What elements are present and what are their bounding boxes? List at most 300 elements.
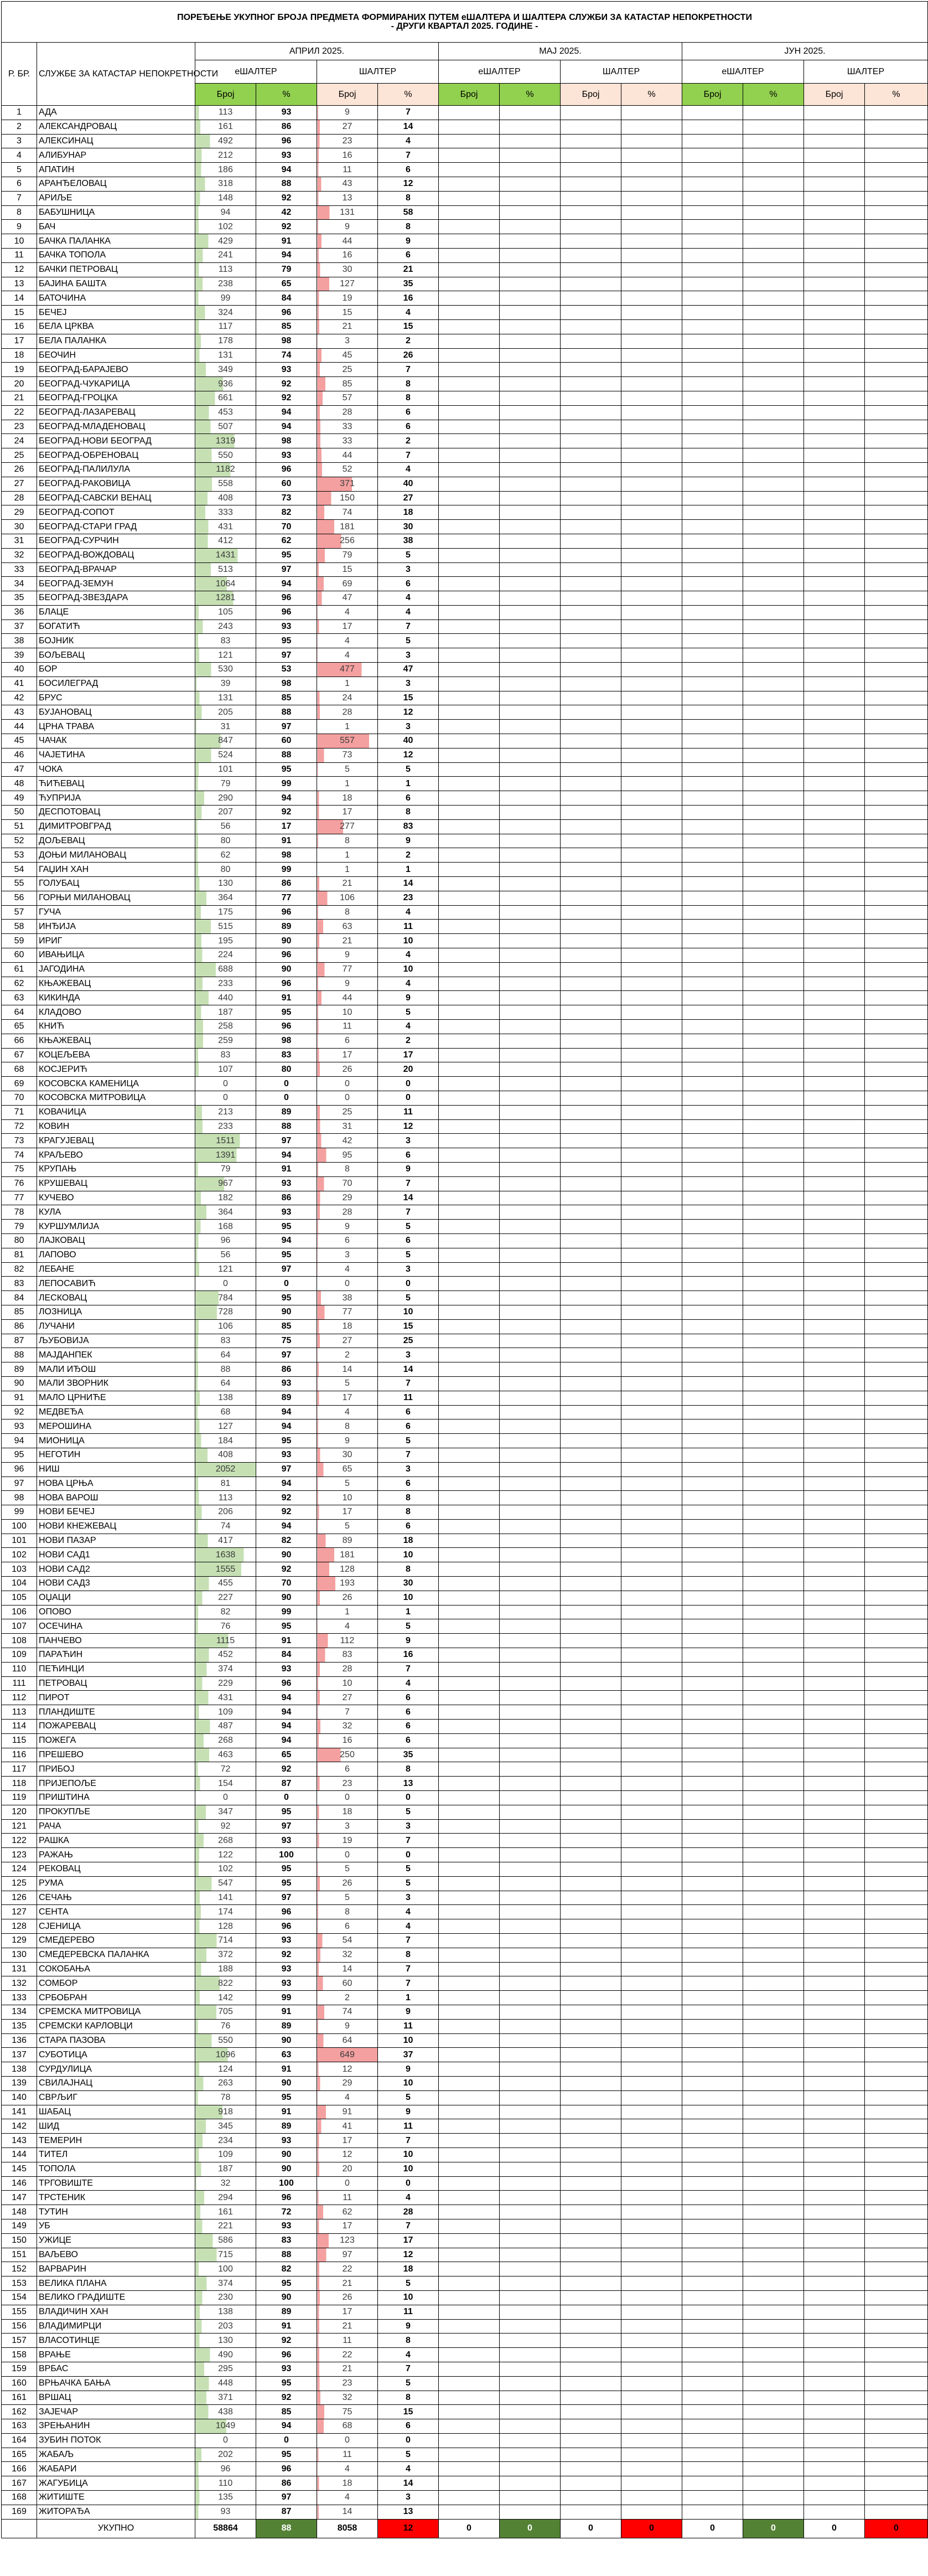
april-eshalter-pct: 90 — [256, 962, 317, 977]
april-shalter-pct: 6 — [378, 420, 439, 434]
table-row — [2, 691, 928, 705]
june-eshalter-count — [682, 262, 743, 277]
april-shalter-count: 26 — [317, 1591, 378, 1605]
may-shalter-count — [561, 762, 621, 777]
may-eshalter-count — [439, 1791, 500, 1805]
april-shalter-count: 7 — [317, 1705, 378, 1720]
may-shalter-count — [561, 1876, 621, 1891]
may-shalter-pct — [621, 1705, 682, 1720]
may-eshalter-pct — [500, 2319, 561, 2334]
table-row — [2, 562, 928, 577]
april-shalter-count: 4 — [317, 605, 378, 620]
april-eshalter-pct: 92 — [256, 391, 317, 405]
may-shalter-count — [561, 1277, 621, 1291]
april-shalter-pct: 4 — [378, 1020, 439, 1034]
row-number: 51 — [2, 819, 37, 834]
april-shalter-pct: 4 — [378, 1676, 439, 1691]
april-eshalter-pct: 95 — [256, 1248, 317, 1262]
may-shalter-pct — [621, 1905, 682, 1919]
june-shalter-count — [804, 2362, 865, 2376]
row-number: 13 — [2, 277, 37, 291]
may-eshalter-count — [439, 1919, 500, 1934]
april-shalter-pct: 15 — [378, 691, 439, 705]
june-shalter-count — [804, 1948, 865, 1962]
may-shalter-pct — [621, 2205, 682, 2219]
june-shalter-count — [804, 377, 865, 391]
may-eshalter-count — [439, 1334, 500, 1348]
april-shalter-count: 17 — [317, 1505, 378, 1520]
row-number: 34 — [2, 577, 37, 591]
table-row — [2, 2276, 928, 2291]
june-shalter-count — [804, 277, 865, 291]
table-row — [2, 291, 928, 306]
may-eshalter-count — [439, 1519, 500, 1534]
office-name: БЕОЧИН — [37, 348, 195, 363]
june-eshalter-count — [682, 1762, 743, 1777]
april-eshalter-count: 195 — [195, 934, 256, 948]
june-eshalter-pct — [743, 762, 804, 777]
may-shalter-pct — [621, 391, 682, 405]
april-shalter-pct: 6 — [378, 1705, 439, 1720]
april-eshalter-count: 936 — [195, 377, 256, 391]
april-shalter-pct: 10 — [378, 934, 439, 948]
june-shalter-pct — [865, 2391, 928, 2405]
june-shalter-count — [804, 234, 865, 249]
may-shalter-pct — [621, 905, 682, 920]
may-eshalter-pct — [500, 120, 561, 134]
may-shalter-count — [561, 391, 621, 405]
may-shalter-count — [561, 2119, 621, 2134]
april-eshalter-pct: 86 — [256, 2476, 317, 2491]
may-shalter-count — [561, 2448, 621, 2462]
may-shalter-pct — [621, 1605, 682, 1619]
may-shalter-count — [561, 748, 621, 762]
april-shalter-pct: 1 — [378, 777, 439, 791]
june-shalter-pct — [865, 677, 928, 691]
table-row — [2, 1419, 928, 1434]
june-shalter-count — [804, 2348, 865, 2362]
april-shalter-count: 57 — [317, 391, 378, 405]
row-number: 163 — [2, 2419, 37, 2434]
june-eshalter-pct — [743, 905, 804, 920]
may-shalter-count — [561, 2076, 621, 2090]
table-row — [2, 448, 928, 463]
may-shalter-count — [561, 1134, 621, 1148]
june-shalter-count — [804, 1634, 865, 1648]
row-number: 56 — [2, 891, 37, 905]
april-shalter-pct: 8 — [378, 2391, 439, 2405]
may-eshalter-count — [439, 1462, 500, 1477]
table-row — [2, 1705, 928, 1720]
may-eshalter-pct — [500, 1991, 561, 2005]
april-shalter-count: 6 — [317, 1919, 378, 1934]
may-eshalter-pct — [500, 1248, 561, 1262]
april-shalter-pct: 1 — [378, 1605, 439, 1619]
april-shalter-count: 30 — [317, 1448, 378, 1462]
april-eshalter-count: 107 — [195, 1062, 256, 1077]
office-name: СВИЛАЈНАЦ — [37, 2076, 195, 2090]
april-eshalter-count: 82 — [195, 1605, 256, 1619]
april-eshalter-pct: 98 — [256, 677, 317, 691]
june-shalter-count — [804, 2248, 865, 2262]
june-eshalter-pct — [743, 248, 804, 262]
office-name: ПРЕШЕВО — [37, 1748, 195, 1762]
may-eshalter-pct — [500, 605, 561, 620]
june-shalter-count — [804, 705, 865, 720]
may-eshalter-count — [439, 391, 500, 405]
row-number: 21 — [2, 391, 37, 405]
april-shalter-count: 64 — [317, 2033, 378, 2048]
june-shalter-pct — [865, 1048, 928, 1062]
may-eshalter-count — [439, 2119, 500, 2134]
april-eshalter-pct: 97 — [256, 1891, 317, 1905]
april-shalter-pct: 3 — [378, 648, 439, 663]
june-eshalter-count — [682, 319, 743, 334]
june-eshalter-pct — [743, 848, 804, 863]
june-eshalter-count — [682, 363, 743, 377]
may-eshalter-pct — [500, 1477, 561, 1491]
april-shalter-count: 27 — [317, 120, 378, 134]
june-shalter-pct — [865, 1777, 928, 1791]
april-shalter-pct: 26 — [378, 348, 439, 363]
june-shalter-count — [804, 163, 865, 177]
april-shalter-pct: 8 — [378, 1562, 439, 1577]
april-shalter-count: 2 — [317, 1991, 378, 2005]
april-shalter-count: 26 — [317, 2290, 378, 2305]
may-eshalter-pct — [500, 663, 561, 677]
april-eshalter-pct: 84 — [256, 291, 317, 306]
may-shalter-count — [561, 934, 621, 948]
may-shalter-pct — [621, 2105, 682, 2119]
april-eshalter-count: 213 — [195, 1105, 256, 1119]
april-shalter-count: 0 — [317, 1277, 378, 1291]
april-shalter-pct: 8 — [378, 806, 439, 820]
may-eshalter-count — [439, 1991, 500, 2005]
may-eshalter-count — [439, 120, 500, 134]
office-name: ШАБАЦ — [37, 2105, 195, 2119]
office-name: ЗРЕЊАНИН — [37, 2419, 195, 2434]
april-shalter-pct: 6 — [378, 1405, 439, 1419]
june-shalter-count — [804, 2005, 865, 2019]
may-shalter-pct — [621, 1805, 682, 1819]
office-name: ТРГОВИШТЕ — [37, 2176, 195, 2191]
april-eshalter-count: 429 — [195, 234, 256, 249]
may-shalter-pct — [621, 1319, 682, 1334]
april-eshalter-pct: 60 — [256, 477, 317, 491]
june-eshalter-count — [682, 2505, 743, 2519]
april-shalter-pct: 4 — [378, 1919, 439, 1934]
june-shalter-pct — [865, 1376, 928, 1391]
may-eshalter-count — [439, 1119, 500, 1134]
april-shalter-count: 3 — [317, 1819, 378, 1834]
april-shalter-pct: 7 — [378, 448, 439, 463]
table-row — [2, 1519, 928, 1534]
june-shalter-count — [804, 1176, 865, 1191]
april-eshalter-pct: 96 — [256, 2191, 317, 2205]
april-shalter-pct: 3 — [378, 1262, 439, 1277]
june-shalter-pct — [865, 1034, 928, 1048]
table-row — [2, 1448, 928, 1462]
totals-spacer — [2, 2519, 37, 2538]
april-shalter-pct: 12 — [378, 177, 439, 191]
may-shalter-count — [561, 1205, 621, 1220]
april-eshalter-count: 1555 — [195, 1562, 256, 1577]
april-shalter-count: 6 — [317, 1034, 378, 1048]
table-row — [2, 1720, 928, 1734]
may-eshalter-pct — [500, 777, 561, 791]
june-eshalter-pct — [743, 348, 804, 363]
april-shalter-pct: 10 — [378, 1548, 439, 1562]
june-eshalter-count — [682, 2048, 743, 2062]
june-eshalter-count — [682, 2205, 743, 2219]
may-eshalter-count — [439, 819, 500, 834]
office-name: ВРШАЦ — [37, 2391, 195, 2405]
april-eshalter-count: 83 — [195, 1048, 256, 1062]
may-eshalter-count — [439, 1062, 500, 1077]
row-number: 76 — [2, 1176, 37, 1191]
april-shalter-count: 29 — [317, 2076, 378, 2090]
june-eshalter-count — [682, 434, 743, 448]
may-eshalter-pct — [500, 2448, 561, 2462]
april-shalter-count: 14 — [317, 1962, 378, 1976]
april-eshalter-pct: 94 — [256, 577, 317, 591]
table-row — [2, 106, 928, 120]
table-row — [2, 177, 928, 191]
may-shalter-pct — [621, 1548, 682, 1562]
office-name: ВРАЊЕ — [37, 2348, 195, 2362]
april-eshalter-count: 68 — [195, 1405, 256, 1419]
may-shalter-count — [561, 1819, 621, 1834]
row-number: 132 — [2, 1976, 37, 1991]
april-shalter-count: 5 — [317, 1891, 378, 1905]
may-shalter-count — [561, 1676, 621, 1691]
may-shalter-pct — [621, 691, 682, 705]
may-eshalter-count — [439, 991, 500, 1005]
june-shalter-pct — [865, 2405, 928, 2419]
april-eshalter-count: 0 — [195, 2433, 256, 2448]
may-shalter-count — [561, 605, 621, 620]
april-shalter-count: 33 — [317, 420, 378, 434]
office-name: СМЕДЕРЕВСКА ПАЛАНКА — [37, 1948, 195, 1962]
june-shalter-count — [804, 2119, 865, 2134]
may-eshalter-pct — [500, 1048, 561, 1062]
june-eshalter-pct — [743, 2062, 804, 2077]
june-eshalter-pct — [743, 705, 804, 720]
april-shalter-pct: 6 — [378, 1148, 439, 1163]
may-shalter-count — [561, 834, 621, 848]
april-shalter-pct: 58 — [378, 205, 439, 220]
june-shalter-count — [804, 1091, 865, 1105]
may-eshalter-count — [439, 2433, 500, 2448]
june-shalter-pct — [865, 1891, 928, 1905]
june-eshalter-count — [682, 2319, 743, 2334]
row-number: 58 — [2, 920, 37, 934]
may-shalter-count — [561, 920, 621, 934]
row-number: 37 — [2, 620, 37, 634]
may-shalter-pct — [621, 248, 682, 262]
row-number: 99 — [2, 1505, 37, 1520]
june-shalter-pct — [865, 934, 928, 948]
office-name: СОКОБАЊА — [37, 1962, 195, 1976]
may-eshalter-count — [439, 1077, 500, 1091]
june-eshalter-count — [682, 1777, 743, 1791]
may-eshalter-pct — [500, 1648, 561, 1663]
june-shalter-count — [804, 1119, 865, 1134]
april-eshalter-count: 188 — [195, 1962, 256, 1976]
june-eshalter-count — [682, 1348, 743, 1362]
june-shalter-count — [804, 1391, 865, 1405]
april-shalter-pct: 9 — [378, 991, 439, 1005]
june-shalter-count — [804, 1919, 865, 1934]
may-shalter-count — [561, 1419, 621, 1434]
table-row — [2, 1077, 928, 1091]
june-eshalter-count — [682, 1091, 743, 1105]
june-eshalter-pct — [743, 1934, 804, 1948]
may-eshalter-count — [439, 962, 500, 977]
april-e-count-header: Број — [195, 84, 256, 106]
table-row — [2, 277, 928, 291]
april-shalter-count: 23 — [317, 134, 378, 148]
april-eshalter-pct: 70 — [256, 1577, 317, 1591]
june-shalter-count — [804, 806, 865, 820]
may-shalter-pct — [621, 1448, 682, 1462]
table-row — [2, 2076, 928, 2090]
april-eshalter-count: 182 — [195, 1191, 256, 1205]
may-eshalter-count — [439, 262, 500, 277]
row-number: 146 — [2, 2176, 37, 2191]
april-shalter-count: 17 — [317, 1391, 378, 1405]
april-shalter-count: 74 — [317, 505, 378, 520]
april-eshalter-pct: 96 — [256, 2462, 317, 2476]
may-shalter-pct — [621, 1348, 682, 1362]
april-eshalter-count: 259 — [195, 1034, 256, 1048]
table-row — [2, 834, 928, 848]
april-eshalter-count: 0 — [195, 1091, 256, 1105]
june-eshalter-count — [682, 777, 743, 791]
may-eshalter-count — [439, 1091, 500, 1105]
row-number: 127 — [2, 1905, 37, 1919]
april-shalter-count: 31 — [317, 1119, 378, 1134]
table-row — [2, 648, 928, 663]
april-shalter-pct: 23 — [378, 891, 439, 905]
may-shalter-pct — [621, 1334, 682, 1348]
april-eshalter-count: 168 — [195, 1220, 256, 1234]
april-eshalter-pct: 93 — [256, 1976, 317, 1991]
may-eshalter-pct — [500, 1277, 561, 1291]
april-shalter-pct: 0 — [378, 1277, 439, 1291]
june-shalter-count — [804, 1048, 865, 1062]
office-name: ЛУЧАНИ — [37, 1319, 195, 1334]
may-shalter-count — [561, 2305, 621, 2319]
june-eshalter-count — [682, 1834, 743, 1848]
may-eshalter-pct — [500, 2205, 561, 2219]
june-eshalter-pct — [743, 1591, 804, 1605]
june-eshalter-pct — [743, 806, 804, 820]
june-shalter-count — [804, 2476, 865, 2491]
june-shalter-count — [804, 920, 865, 934]
total-april-s-pct: 12 — [378, 2519, 439, 2538]
may-shalter-pct — [621, 1720, 682, 1734]
june-shalter-count — [804, 1062, 865, 1077]
june-shalter-count — [804, 191, 865, 205]
june-eshalter-pct — [743, 420, 804, 434]
april-shalter-pct: 25 — [378, 1334, 439, 1348]
april-shalter-count: 10 — [317, 1491, 378, 1505]
may-shalter-count — [561, 1562, 621, 1577]
may-eshalter-count — [439, 1448, 500, 1462]
april-shalter-count: 8 — [317, 1162, 378, 1176]
may-eshalter-pct — [500, 1205, 561, 1220]
may-eshalter-count — [439, 306, 500, 320]
june-eshalter-count — [682, 1020, 743, 1034]
may-shalter-count — [561, 348, 621, 363]
june-eshalter-pct — [743, 1205, 804, 1220]
april-shalter-count: 17 — [317, 2219, 378, 2233]
may-eshalter-count — [439, 2319, 500, 2334]
may-shalter-count — [561, 2162, 621, 2176]
june-eshalter-count — [682, 734, 743, 748]
june-shalter-pct — [865, 2105, 928, 2119]
row-number: 75 — [2, 1162, 37, 1176]
june-shalter-pct — [865, 2019, 928, 2033]
may-eshalter-pct — [500, 1691, 561, 1705]
april-shalter-count: 9 — [317, 948, 378, 963]
april-eshalter-count: 96 — [195, 1233, 256, 1248]
may-shalter-pct — [621, 505, 682, 520]
may-shalter-pct — [621, 1277, 682, 1291]
june-eshalter-count — [682, 819, 743, 834]
table-row — [2, 1834, 928, 1848]
office-name: ВРЊАЧКА БАЊА — [37, 2376, 195, 2391]
june-eshalter-pct — [743, 2205, 804, 2219]
may-shalter-pct — [621, 720, 682, 734]
table-row — [2, 2048, 928, 2062]
april-eshalter-count: 93 — [195, 2505, 256, 2519]
june-eshalter-pct — [743, 2348, 804, 2362]
may-shalter-count — [561, 2048, 621, 2062]
june-shalter-pct — [865, 819, 928, 834]
june-eshalter-pct — [743, 620, 804, 634]
april-shalter-pct: 5 — [378, 1619, 439, 1634]
april-shalter-pct: 30 — [378, 1577, 439, 1591]
april-shalter-pct: 0 — [378, 1077, 439, 1091]
table-row — [2, 1762, 928, 1777]
april-shalter-count: 14 — [317, 1362, 378, 1377]
june-shalter-count — [804, 319, 865, 334]
june-shalter-count — [804, 205, 865, 220]
office-name: ТРСТЕНИК — [37, 2191, 195, 2205]
office-name: ВЕЛИКА ПЛАНА — [37, 2276, 195, 2291]
april-shalter-count: 477 — [317, 663, 378, 677]
april-eshalter-count: 135 — [195, 2491, 256, 2505]
june-shalter-pct — [865, 420, 928, 434]
may-eshalter-count — [439, 577, 500, 591]
row-number: 61 — [2, 962, 37, 977]
april-eshalter-pct: 93 — [256, 363, 317, 377]
may-eshalter-pct — [500, 2376, 561, 2391]
office-name: РУМА — [37, 1876, 195, 1891]
may-eshalter-count — [439, 2248, 500, 2262]
june-shalter-count — [804, 677, 865, 691]
table-row — [2, 1962, 928, 1976]
may-eshalter-pct — [500, 634, 561, 648]
june-shalter-pct — [865, 1762, 928, 1777]
office-name: ЖАБАЉ — [37, 2448, 195, 2462]
may-shalter-count — [561, 491, 621, 505]
april-eshalter-count: 438 — [195, 2405, 256, 2419]
may-eshalter-pct — [500, 2105, 561, 2119]
april-shalter-count: 193 — [317, 1577, 378, 1591]
